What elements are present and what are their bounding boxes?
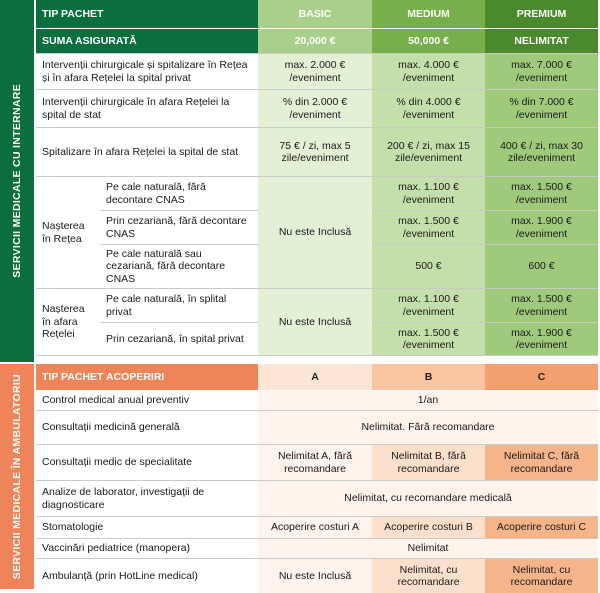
- table-row: [36, 481, 598, 517]
- table-row: [36, 54, 598, 90]
- medium-value: 500 €: [372, 245, 485, 289]
- premium-value: max. 1.500 € /eveniment: [485, 289, 598, 323]
- row-label: Consultații medic de specialitate: [36, 445, 258, 481]
- plan-c-value: Nelimitat, cu recomandare: [485, 559, 598, 593]
- birth-outside-basic: Nu este Inclusă: [258, 289, 372, 356]
- table-row: [36, 445, 598, 481]
- medium-value: max. 4.000 € /eveniment: [372, 54, 485, 90]
- row-label: Analize de laborator, investigații de diagnosticare: [36, 481, 258, 517]
- row-label: Pe cale naturală, fără decontare CNAS: [100, 177, 258, 211]
- row-label: Pe cale naturală sau cezariană, fără decontare CNAS: [100, 245, 258, 289]
- table-row: [36, 539, 598, 559]
- medium-value: max. 1.100 € /eveniment: [372, 177, 485, 211]
- premium-value: max. 1.900 € /eveniment: [485, 323, 598, 356]
- outpatient-table: [36, 364, 598, 593]
- table-row: [36, 517, 598, 539]
- coverage-header-row: [36, 364, 598, 391]
- inpatient-section-label: SERVICII MEDICALE CU INTERNARE: [0, 0, 34, 362]
- plan-basic-header: BASIC: [258, 0, 372, 29]
- premium-value: max. 1.500 € /eveniment: [485, 177, 598, 211]
- coverage-a-header: A: [258, 364, 372, 391]
- inpatient-table: [36, 0, 598, 356]
- table-row: [36, 289, 598, 323]
- medium-value: max. 1.500 € /eveniment: [372, 323, 485, 356]
- table-row: [36, 559, 598, 593]
- plan-a-value: Acoperire costuri A: [258, 517, 372, 539]
- table-row: [36, 391, 598, 411]
- sum-insured-row: [36, 29, 598, 54]
- table-row: [36, 128, 598, 177]
- row-label: Intervenții chirurgicale în afara Rețelei la spital de stat: [36, 90, 258, 128]
- row-label: Intervenții chirurgicale și spitalizare în Rețea și în afara Rețelei la spital privat: [36, 54, 258, 90]
- premium-value: 400 € / zi, max 30 zile/eveniment: [485, 128, 598, 177]
- coverage-type-label: TIP PACHET ACOPERIRI: [36, 364, 258, 391]
- row-label: Stomatologie: [36, 517, 258, 539]
- all-plans-value: Nelimitat, cu recomandare medicală: [258, 481, 598, 517]
- table-row: [36, 411, 598, 445]
- premium-value: 600 €: [485, 245, 598, 289]
- all-plans-value: Nelimitat: [258, 539, 598, 559]
- sum-premium: NELIMITAT: [485, 29, 598, 54]
- row-label: Vaccinări pediatrice (manopera): [36, 539, 258, 559]
- all-plans-value: Nelimitat. Fără recomandare: [258, 411, 598, 445]
- table-row: [36, 90, 598, 128]
- medium-value: % din 4.000 € /eveniment: [372, 90, 485, 128]
- outpatient-section-label: SERVICII MEDICALE ÎN AMBULATORIU: [0, 364, 34, 589]
- sum-insured-label: SUMA ASIGURATĂ: [36, 29, 258, 54]
- medium-value: max. 1.500 € /eveniment: [372, 211, 485, 245]
- birth-network-basic: Nu este Inclusă: [258, 177, 372, 289]
- premium-value: % din 7.000 € /eveniment: [485, 90, 598, 128]
- plan-medium-header: MEDIUM: [372, 0, 485, 29]
- premium-value: max. 1.900 € /eveniment: [485, 211, 598, 245]
- plan-c-value: Acoperire costuri C: [485, 517, 598, 539]
- all-plans-value: 1/an: [258, 391, 598, 411]
- medium-value: 200 € / zi, max 15 zile/eveniment: [372, 128, 485, 177]
- table-row: [36, 177, 598, 211]
- row-label: Spitalizare în afara Rețelei la spital de stat: [36, 128, 258, 177]
- premium-value: max. 7.000 € /eveniment: [485, 54, 598, 90]
- medium-value: max. 1.100 € /eveniment: [372, 289, 485, 323]
- sum-basic: 20,000 €: [258, 29, 372, 54]
- birth-network-label: Nașterea în Rețea: [36, 177, 100, 289]
- coverage-b-header: B: [372, 364, 485, 391]
- row-label: Consultații medicină generală: [36, 411, 258, 445]
- row-label: Prin cezariană, în spital privat: [100, 323, 258, 356]
- basic-value: % din 2.000 € /eveniment: [258, 90, 372, 128]
- plan-c-value: Nelimitat C, fără recomandare: [485, 445, 598, 481]
- birth-outside-label: Nașterea în afara Rețelei: [36, 289, 100, 356]
- basic-value: max. 2.000 € /eveniment: [258, 54, 372, 90]
- basic-value: 75 € / zi, max 5 zile/eveniment: [258, 128, 372, 177]
- plan-b-value: Nelimitat B, fără recomandare: [372, 445, 485, 481]
- plan-premium-header: PREMIUM: [485, 0, 598, 29]
- row-label: Ambulanță (prin HotLine medical): [42, 569, 198, 582]
- package-header-row: [36, 0, 598, 29]
- row-label: Pe cale naturală, în splital privat: [100, 289, 258, 323]
- row-label: Prin cezariană, fără decontare CNAS: [100, 211, 258, 245]
- plan-b-value: Acoperire costuri B: [372, 517, 485, 539]
- package-type-label: TIP PACHET: [36, 0, 258, 29]
- sum-medium: 50,000 €: [372, 29, 485, 54]
- plan-b-value: Nelimitat, cu recomandare: [372, 559, 485, 593]
- row-label: Control medical anual preventiv: [36, 391, 258, 411]
- plan-a-value: Nelimitat A, fără recomandare: [258, 445, 372, 481]
- coverage-c-header: C: [485, 364, 598, 391]
- plan-a-value: Nu este Inclusă: [258, 559, 372, 593]
